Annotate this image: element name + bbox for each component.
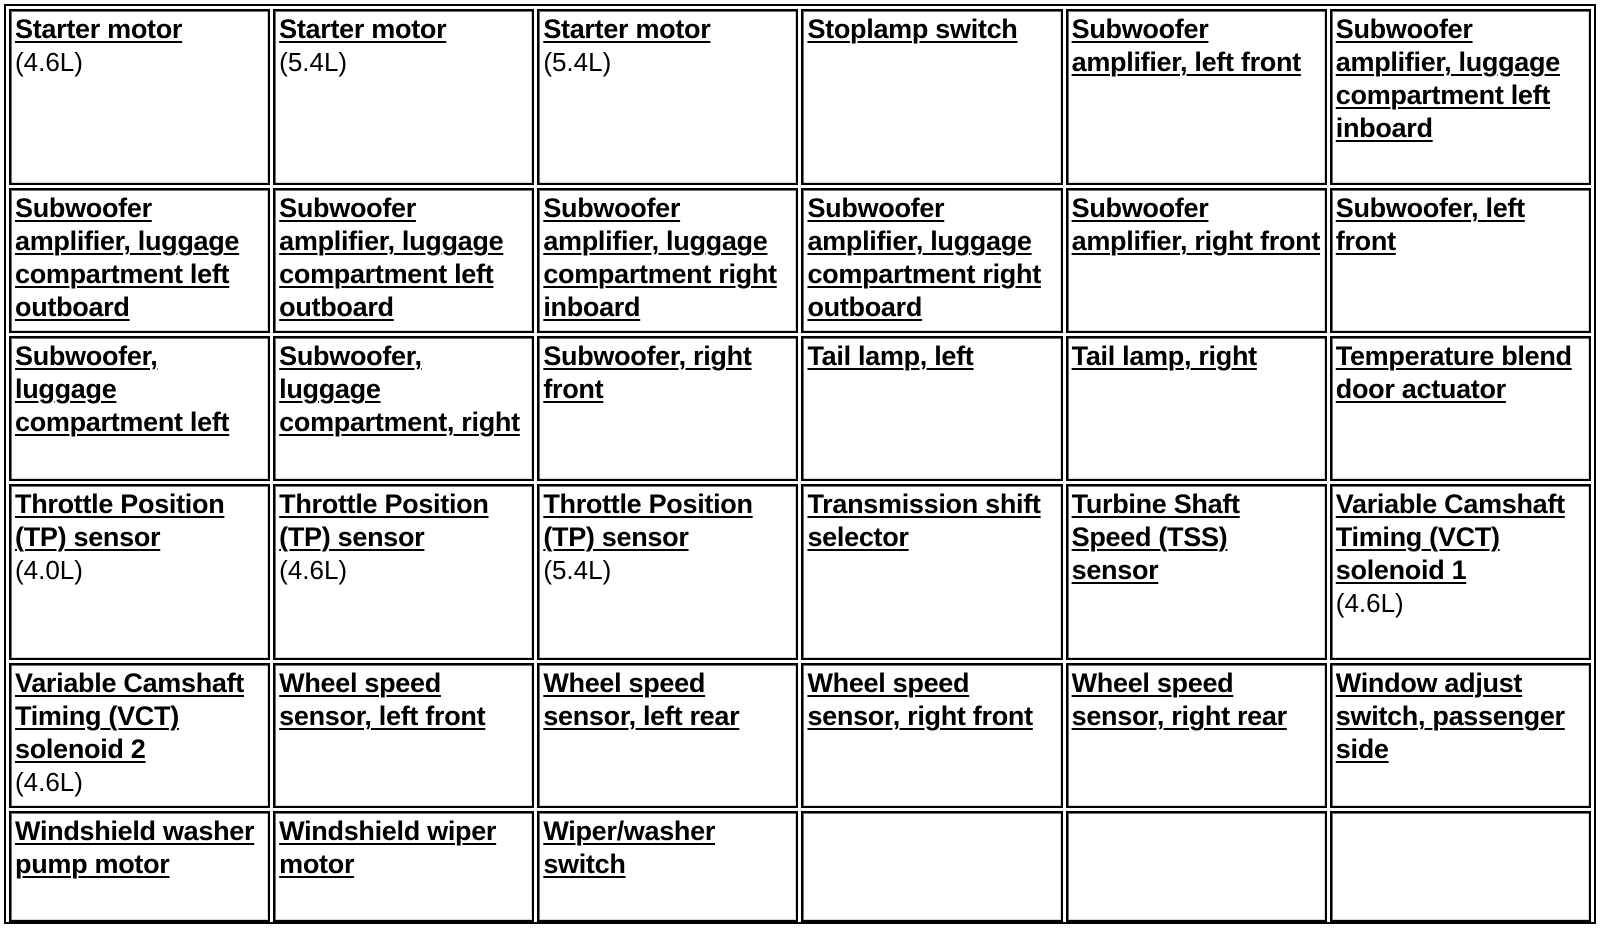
- component-link[interactable]: Temperature blend door actuator: [1335, 341, 1572, 404]
- table-cell: [273, 484, 534, 660]
- component-index-table-frame: [4, 4, 1596, 924]
- table-cell: [1330, 9, 1591, 185]
- component-link[interactable]: Stoplamp switch: [807, 14, 1018, 44]
- component-index-table: [6, 6, 1594, 925]
- component-link[interactable]: Subwoofer, luggage compartment left: [15, 341, 230, 437]
- table-cell: [9, 336, 270, 481]
- table-cell: [801, 484, 1062, 660]
- component-note: (4.6L): [279, 555, 348, 585]
- table-cell: [273, 9, 534, 185]
- table-cell: [273, 663, 534, 808]
- table-cell: [537, 9, 798, 185]
- component-link[interactable]: Variable Camshaft Timing (VCT) solenoid 1: [1335, 489, 1565, 585]
- table-cell: [9, 188, 270, 333]
- table-cell: [273, 336, 534, 481]
- table-row: [9, 663, 1591, 808]
- component-link[interactable]: Tail lamp, left: [807, 341, 974, 371]
- component-link[interactable]: Throttle Position (TP) sensor: [279, 489, 489, 552]
- table-cell: [537, 484, 798, 660]
- component-link[interactable]: Wheel speed sensor, left front: [279, 668, 486, 731]
- component-note: (4.6L): [15, 767, 83, 797]
- component-link[interactable]: Subwoofer, luggage compartment, right: [279, 341, 520, 437]
- component-link[interactable]: Wheel speed sensor, left rear: [543, 668, 740, 731]
- table-row: [9, 9, 1591, 185]
- component-link[interactable]: Variable Camshaft Timing (VCT) solenoid 2: [15, 668, 245, 764]
- component-link[interactable]: Wheel speed sensor, right front: [807, 668, 1033, 731]
- empty-cell: [1066, 811, 1327, 922]
- component-link[interactable]: Turbine Shaft Speed (TSS) sensor: [1071, 489, 1240, 585]
- component-link[interactable]: Subwoofer amplifier, luggage compartment left inboard: [1335, 14, 1560, 143]
- component-link[interactable]: Starter motor: [279, 14, 447, 44]
- component-note: (4.0L): [15, 555, 83, 585]
- empty-cell: [801, 811, 1062, 922]
- component-link[interactable]: Subwoofer, right front: [543, 341, 752, 404]
- table-row: [9, 188, 1591, 333]
- component-link[interactable]: Starter motor: [15, 14, 183, 44]
- component-link[interactable]: Windshield wiper motor: [279, 816, 497, 879]
- table-cell: [801, 663, 1062, 808]
- table-cell: [1066, 9, 1327, 185]
- table-cell: [9, 9, 270, 185]
- component-note: (4.6L): [15, 47, 83, 77]
- component-link[interactable]: Throttle Position (TP) sensor: [15, 489, 225, 552]
- table-row: [9, 484, 1591, 660]
- component-link[interactable]: Subwoofer amplifier, luggage compartment right outboard: [807, 193, 1041, 322]
- component-link[interactable]: Transmission shift selector: [807, 489, 1041, 552]
- component-link[interactable]: Throttle Position (TP) sensor: [543, 489, 753, 552]
- table-cell: [537, 336, 798, 481]
- table-row: [9, 811, 1591, 922]
- table-cell: [1066, 484, 1327, 660]
- component-link[interactable]: Tail lamp, right: [1071, 341, 1257, 371]
- component-link[interactable]: Subwoofer amplifier, left front: [1071, 14, 1301, 77]
- component-link[interactable]: Subwoofer amplifier, right front: [1071, 193, 1321, 256]
- component-link[interactable]: Window adjust switch, passenger side: [1335, 668, 1565, 764]
- table-cell: [537, 188, 798, 333]
- table-cell: [9, 811, 270, 922]
- table-cell: [1330, 188, 1591, 333]
- table-cell: [801, 188, 1062, 333]
- table-cell: [1330, 484, 1591, 660]
- table-cell: [273, 811, 534, 922]
- component-link[interactable]: Subwoofer amplifier, luggage compartment right inboard: [543, 193, 777, 322]
- component-link[interactable]: Subwoofer amplifier, luggage compartment left outboard: [279, 193, 504, 322]
- component-note: (4.6L): [1335, 588, 1404, 618]
- component-link[interactable]: Starter motor: [543, 14, 711, 44]
- table-cell: [9, 484, 270, 660]
- component-link[interactable]: Wiper/washer switch: [543, 816, 716, 879]
- table-cell: [1066, 663, 1327, 808]
- component-link[interactable]: Subwoofer, left front: [1335, 193, 1525, 256]
- empty-cell: [1330, 811, 1591, 922]
- table-cell: [1066, 188, 1327, 333]
- component-link[interactable]: Wheel speed sensor, right rear: [1071, 668, 1287, 731]
- table-cell: [537, 811, 798, 922]
- component-note: (5.4L): [543, 555, 612, 585]
- table-cell: [801, 9, 1062, 185]
- component-note: (5.4L): [279, 47, 348, 77]
- table-cell: [537, 663, 798, 808]
- table-cell: [1066, 336, 1327, 481]
- table-cell: [801, 336, 1062, 481]
- component-link[interactable]: Windshield washer pump motor: [15, 816, 255, 879]
- table-cell: [9, 663, 270, 808]
- table-row: [9, 336, 1591, 481]
- component-note: (5.4L): [543, 47, 612, 77]
- table-cell: [1330, 336, 1591, 481]
- component-link[interactable]: Subwoofer amplifier, luggage compartment left outboard: [15, 193, 240, 322]
- table-cell: [1330, 663, 1591, 808]
- table-cell: [273, 188, 534, 333]
